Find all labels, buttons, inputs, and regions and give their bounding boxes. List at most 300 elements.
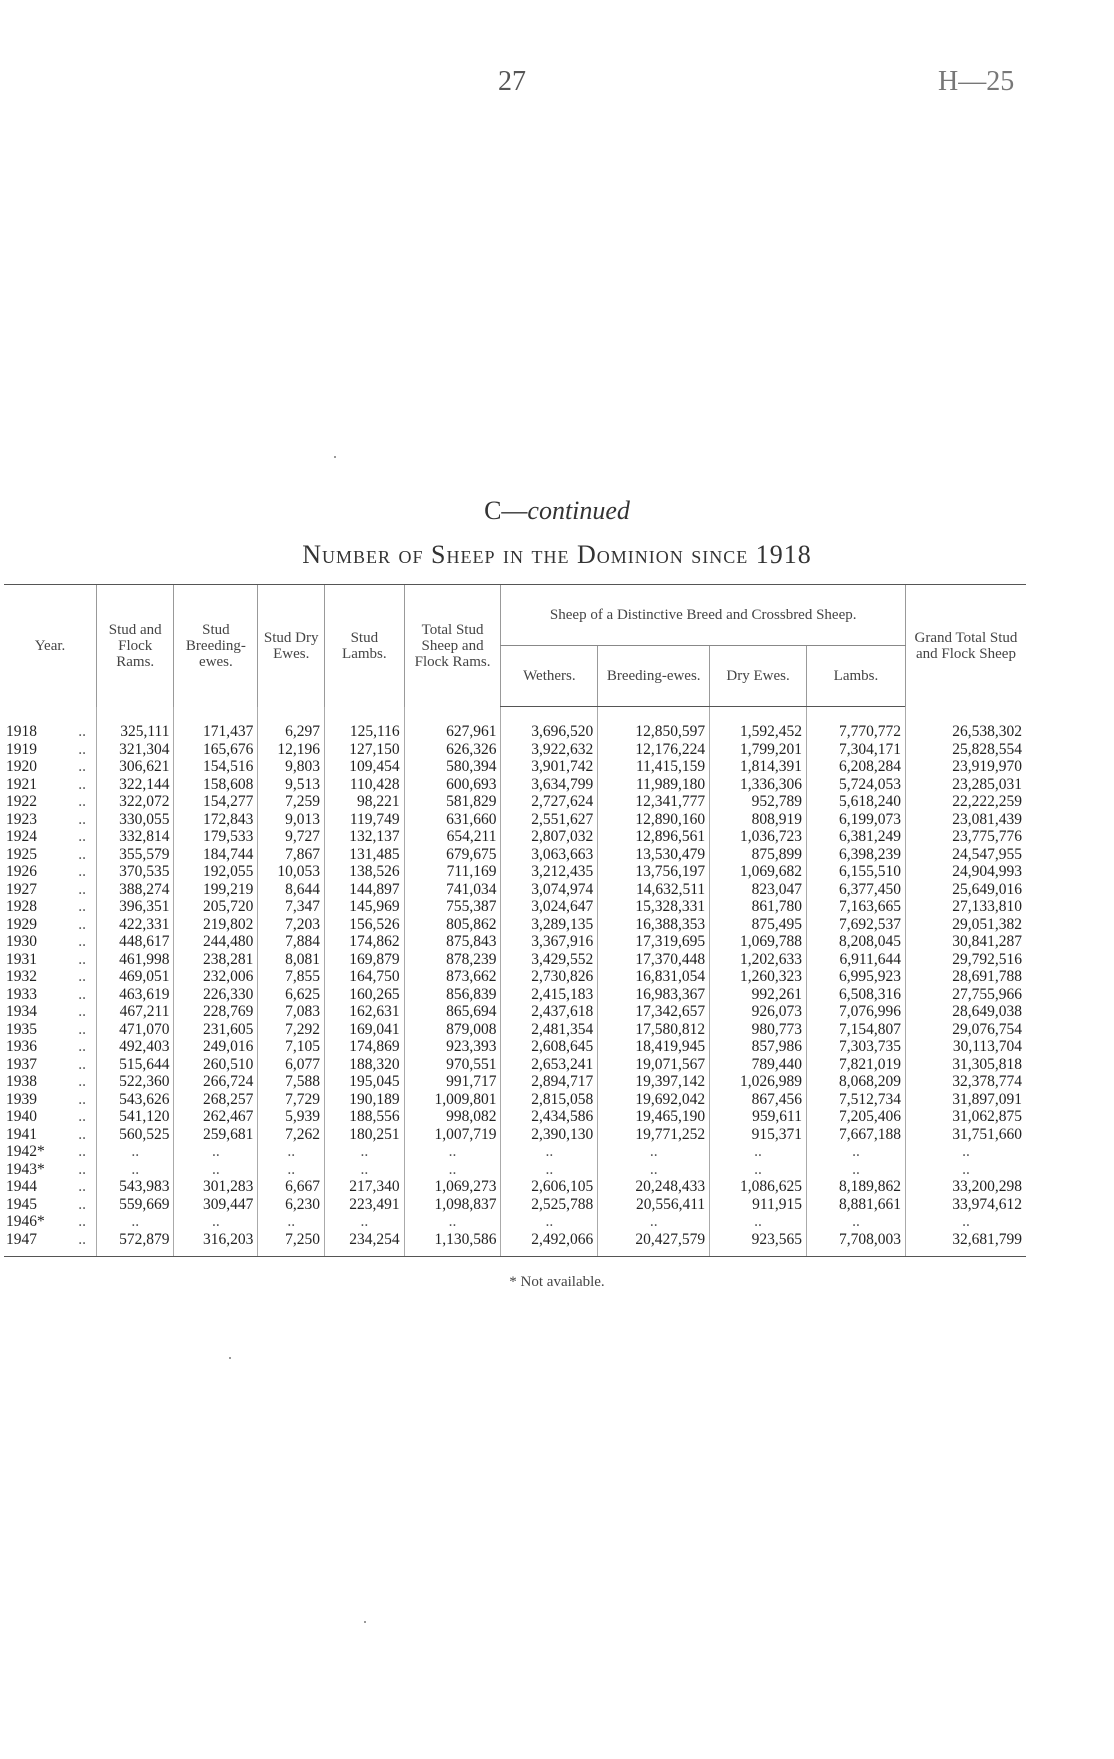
year-label: 1946* (6, 1213, 45, 1230)
not-available-cell: .. (97, 1143, 174, 1161)
table-row (4, 881, 1026, 899)
year-cell (4, 1231, 97, 1257)
leader-dots: .. (78, 845, 86, 863)
table-row (4, 793, 1026, 811)
value-cell: 259,681 (174, 1126, 258, 1144)
value-cell: 7,770,772 (806, 723, 905, 741)
footnote: * Not available. (509, 1274, 605, 1290)
not-available-cell: .. (710, 1213, 807, 1231)
year-label: 1932 (6, 968, 37, 985)
value-cell: 952,789 (710, 793, 807, 811)
year-cell (4, 916, 97, 934)
value-cell: 6,398,239 (806, 846, 905, 864)
year-cell (4, 811, 97, 829)
value-cell: 9,803 (258, 758, 325, 776)
value-cell: 160,265 (325, 986, 405, 1004)
value-cell: 30,841,287 (905, 933, 1026, 951)
value-cell: 560,525 (97, 1126, 174, 1144)
value-cell: 169,041 (325, 1021, 405, 1039)
value-cell: 321,304 (97, 741, 174, 759)
value-cell: 7,855 (258, 968, 325, 986)
value-cell: 1,036,723 (710, 828, 807, 846)
table-row (4, 951, 1026, 969)
leader-dots: .. (78, 1038, 86, 1055)
value-cell: 7,154,807 (806, 1021, 905, 1039)
year-label: 1927 (6, 880, 37, 898)
value-cell: 22,222,259 (905, 793, 1026, 811)
leader-dots: .. (78, 1108, 86, 1125)
value-cell: 20,248,433 (598, 1178, 710, 1196)
value-cell: 867,456 (710, 1091, 807, 1109)
year-cell (4, 741, 97, 759)
value-cell: 543,626 (97, 1091, 174, 1109)
not-available-cell: .. (174, 1143, 258, 1161)
year-cell (4, 881, 97, 899)
year-cell (4, 776, 97, 794)
value-cell: 923,393 (404, 1038, 501, 1056)
year-cell (4, 1021, 97, 1039)
value-cell: 2,807,032 (501, 828, 598, 846)
value-cell: 6,230 (258, 1196, 325, 1214)
value-cell: 234,254 (325, 1231, 405, 1257)
table-row (4, 986, 1026, 1004)
year-cell (4, 968, 97, 986)
not-available-cell: .. (598, 1213, 710, 1231)
year-cell (4, 986, 97, 1004)
not-available-cell: .. (325, 1143, 405, 1161)
value-cell: 169,879 (325, 951, 405, 969)
not-available-cell: .. (710, 1161, 807, 1179)
value-cell: 3,367,916 (501, 933, 598, 951)
table-row (4, 863, 1026, 881)
value-cell: 19,465,190 (598, 1108, 710, 1126)
value-cell: 7,729 (258, 1091, 325, 1109)
value-cell: 28,649,038 (905, 1003, 1026, 1021)
value-cell: 6,508,316 (806, 986, 905, 1004)
year-label: 1922 (6, 793, 37, 810)
value-cell: 6,199,073 (806, 811, 905, 829)
year-label: 1947 (6, 1230, 37, 1248)
leader-dots: .. (78, 1055, 86, 1073)
value-cell: 631,660 (404, 811, 501, 829)
leader-dots: .. (78, 1020, 86, 1038)
header-dry-ewes: Dry Ewes. (710, 646, 807, 707)
value-cell: 1,007,719 (404, 1126, 501, 1144)
value-cell: 2,525,788 (501, 1196, 598, 1214)
value-cell: 654,211 (404, 828, 501, 846)
header-stud-lambs: Stud Lambs. (325, 585, 405, 707)
value-cell: 580,394 (404, 758, 501, 776)
value-cell: 875,843 (404, 933, 501, 951)
year-cell (4, 933, 97, 951)
leader-dots: .. (78, 880, 86, 898)
year-label: 1925 (6, 845, 37, 863)
header-stud-breeding-ewes: Stud Breeding-ewes. (174, 585, 258, 707)
value-cell: 3,289,135 (501, 916, 598, 934)
leader-dots: .. (78, 968, 86, 985)
not-available-cell: .. (501, 1161, 598, 1179)
table-row (4, 1196, 1026, 1214)
value-cell: 741,034 (404, 881, 501, 899)
value-cell: 923,565 (710, 1231, 807, 1257)
value-cell: 188,556 (325, 1108, 405, 1126)
value-cell: 3,063,663 (501, 846, 598, 864)
value-cell: 127,150 (325, 741, 405, 759)
leader-dots: .. (78, 1143, 86, 1160)
value-cell: 12,896,561 (598, 828, 710, 846)
value-cell: 179,533 (174, 828, 258, 846)
value-cell: 600,693 (404, 776, 501, 794)
value-cell: 1,814,391 (710, 758, 807, 776)
table-row (4, 1161, 1026, 1179)
leader-dots: .. (78, 1195, 86, 1213)
value-cell: 6,208,284 (806, 758, 905, 776)
value-cell: 6,381,249 (806, 828, 905, 846)
not-available-cell: .. (174, 1161, 258, 1179)
not-available-cell: .. (806, 1143, 905, 1161)
year-label: 1944 (6, 1178, 37, 1195)
scan-speck (364, 1621, 366, 1623)
table-row (4, 916, 1026, 934)
year-cell (4, 1161, 97, 1179)
year-label: 1929 (6, 915, 37, 933)
value-cell: 6,377,450 (806, 881, 905, 899)
value-cell: 174,862 (325, 933, 405, 951)
not-available-cell: .. (806, 1213, 905, 1231)
year-cell (4, 1126, 97, 1144)
value-cell: 2,434,586 (501, 1108, 598, 1126)
value-cell: 27,133,810 (905, 898, 1026, 916)
value-cell: 789,440 (710, 1056, 807, 1074)
value-cell: 322,072 (97, 793, 174, 811)
sheep-table (4, 584, 1026, 1257)
scan-speck (334, 456, 336, 458)
not-available-cell: .. (97, 1213, 174, 1231)
value-cell: 28,691,788 (905, 968, 1026, 986)
value-cell: 522,360 (97, 1073, 174, 1091)
leader-dots: .. (78, 1160, 86, 1178)
value-cell: 145,969 (325, 898, 405, 916)
continued-letter: C— (484, 496, 528, 525)
year-cell (4, 1003, 97, 1021)
value-cell: 14,632,511 (598, 881, 710, 899)
value-cell: 875,495 (710, 916, 807, 934)
value-cell: 3,922,632 (501, 741, 598, 759)
year-label: 1926 (6, 863, 37, 880)
value-cell: 23,081,439 (905, 811, 1026, 829)
leader-dots: .. (78, 1003, 86, 1020)
table-row (4, 1178, 1026, 1196)
value-cell: 9,513 (258, 776, 325, 794)
leader-dots: .. (78, 950, 86, 968)
value-cell: 195,045 (325, 1073, 405, 1091)
value-cell: 541,120 (97, 1108, 174, 1126)
value-cell: 199,219 (174, 881, 258, 899)
table-row (4, 811, 1026, 829)
value-cell: 27,755,966 (905, 986, 1026, 1004)
value-cell: 29,792,516 (905, 951, 1026, 969)
leader-dots: .. (78, 740, 86, 758)
leader-dots: .. (78, 1073, 86, 1090)
table-row (4, 758, 1026, 776)
value-cell: 11,415,159 (598, 758, 710, 776)
value-cell: 25,649,016 (905, 881, 1026, 899)
value-cell: 232,006 (174, 968, 258, 986)
value-cell: 861,780 (710, 898, 807, 916)
value-cell: 1,130,586 (404, 1231, 501, 1257)
year-label: 1941 (6, 1125, 37, 1143)
value-cell: 7,076,996 (806, 1003, 905, 1021)
leader-dots: .. (78, 985, 86, 1003)
page-reference: H—25 (938, 66, 1015, 97)
value-cell: 15,328,331 (598, 898, 710, 916)
not-available-cell: .. (174, 1213, 258, 1231)
table-row (4, 1073, 1026, 1091)
year-label: 1919 (6, 740, 37, 758)
value-cell: 6,297 (258, 723, 325, 741)
value-cell: 7,262 (258, 1126, 325, 1144)
value-cell: 132,137 (325, 828, 405, 846)
value-cell: 228,769 (174, 1003, 258, 1021)
value-cell: 2,608,645 (501, 1038, 598, 1056)
value-cell: 172,843 (174, 811, 258, 829)
leader-dots: .. (78, 793, 86, 810)
value-cell: 5,618,240 (806, 793, 905, 811)
value-cell: 25,828,554 (905, 741, 1026, 759)
year-label: 1945 (6, 1195, 37, 1213)
year-cell (4, 1038, 97, 1056)
value-cell: 32,378,774 (905, 1073, 1026, 1091)
value-cell: 5,939 (258, 1108, 325, 1126)
value-cell: 268,257 (174, 1091, 258, 1109)
leader-dots: .. (78, 915, 86, 933)
value-cell: 7,692,537 (806, 916, 905, 934)
value-cell: 3,696,520 (501, 723, 598, 741)
not-available-cell: .. (710, 1143, 807, 1161)
table-row (4, 933, 1026, 951)
header-breeding-ewes: Breeding-ewes. (598, 646, 710, 707)
value-cell: 926,073 (710, 1003, 807, 1021)
value-cell: 7,304,171 (806, 741, 905, 759)
value-cell: 5,724,053 (806, 776, 905, 794)
value-cell: 2,730,826 (501, 968, 598, 986)
value-cell: 217,340 (325, 1178, 405, 1196)
value-cell: 19,771,252 (598, 1126, 710, 1144)
leader-dots: .. (78, 898, 86, 915)
value-cell: 190,189 (325, 1091, 405, 1109)
scan-speck (229, 1357, 231, 1359)
value-cell: 970,551 (404, 1056, 501, 1074)
not-available-cell: .. (905, 1143, 1026, 1161)
value-cell: 23,919,970 (905, 758, 1026, 776)
value-cell: 2,415,183 (501, 986, 598, 1004)
value-cell: 325,111 (97, 723, 174, 741)
value-cell: 10,053 (258, 863, 325, 881)
value-cell: 388,274 (97, 881, 174, 899)
table-row (4, 1021, 1026, 1039)
value-cell: 1,592,452 (710, 723, 807, 741)
value-cell: 8,081 (258, 951, 325, 969)
value-cell: 823,047 (710, 881, 807, 899)
value-cell: 16,831,054 (598, 968, 710, 986)
year-label: 1938 (6, 1073, 37, 1090)
header-group-distinctive-crossbred: Sheep of a Distinctive Breed and Crossbred Sheep. (501, 585, 906, 646)
value-cell: 7,203 (258, 916, 325, 934)
value-cell: 6,077 (258, 1056, 325, 1074)
not-available-cell: .. (598, 1161, 710, 1179)
value-cell: 6,625 (258, 986, 325, 1004)
value-cell: 6,911,644 (806, 951, 905, 969)
value-cell: 1,009,801 (404, 1091, 501, 1109)
value-cell: 19,397,142 (598, 1073, 710, 1091)
year-cell (4, 723, 97, 741)
value-cell: 180,251 (325, 1126, 405, 1144)
not-available-cell: .. (258, 1213, 325, 1231)
value-cell: 1,260,323 (710, 968, 807, 986)
value-cell: 911,915 (710, 1196, 807, 1214)
value-cell: 17,319,695 (598, 933, 710, 951)
value-cell: 12,341,777 (598, 793, 710, 811)
value-cell: 469,051 (97, 968, 174, 986)
value-cell: 3,429,552 (501, 951, 598, 969)
value-cell: 226,330 (174, 986, 258, 1004)
value-cell: 559,669 (97, 1196, 174, 1214)
value-cell: 31,751,660 (905, 1126, 1026, 1144)
leader-dots: .. (78, 1125, 86, 1143)
year-label: 1923 (6, 810, 37, 828)
value-cell: 1,069,273 (404, 1178, 501, 1196)
value-cell: 16,983,367 (598, 986, 710, 1004)
value-cell: 679,675 (404, 846, 501, 864)
value-cell: 581,829 (404, 793, 501, 811)
value-cell: 865,694 (404, 1003, 501, 1021)
year-cell (4, 1178, 97, 1196)
value-cell: 755,387 (404, 898, 501, 916)
value-cell: 3,901,742 (501, 758, 598, 776)
value-cell: 572,879 (97, 1231, 174, 1257)
spacer-row (4, 707, 1026, 724)
value-cell: 23,285,031 (905, 776, 1026, 794)
value-cell: 33,200,298 (905, 1178, 1026, 1196)
value-cell: 461,998 (97, 951, 174, 969)
value-cell: 29,076,754 (905, 1021, 1026, 1039)
table-row (4, 1231, 1026, 1257)
value-cell: 98,221 (325, 793, 405, 811)
year-cell (4, 846, 97, 864)
table-row (4, 723, 1026, 741)
value-cell: 7,821,019 (806, 1056, 905, 1074)
value-cell: 7,259 (258, 793, 325, 811)
value-cell: 7,512,734 (806, 1091, 905, 1109)
value-cell: 18,419,945 (598, 1038, 710, 1056)
header-lambs: Lambs. (806, 646, 905, 707)
value-cell: 878,239 (404, 951, 501, 969)
value-cell: 12,176,224 (598, 741, 710, 759)
value-cell: 2,894,717 (501, 1073, 598, 1091)
leader-dots: .. (78, 828, 86, 845)
year-cell (4, 898, 97, 916)
value-cell: 31,062,875 (905, 1108, 1026, 1126)
value-cell: 959,611 (710, 1108, 807, 1126)
value-cell: 125,116 (325, 723, 405, 741)
header-year: Year. (4, 585, 97, 707)
value-cell: 7,347 (258, 898, 325, 916)
value-cell: 12,196 (258, 741, 325, 759)
value-cell: 7,708,003 (806, 1231, 905, 1257)
year-label: 1935 (6, 1020, 37, 1038)
year-cell (4, 758, 97, 776)
year-cell (4, 1056, 97, 1074)
table-body (4, 707, 1026, 1257)
value-cell: 7,105 (258, 1038, 325, 1056)
value-cell: 370,535 (97, 863, 174, 881)
value-cell: 8,208,045 (806, 933, 905, 951)
value-cell: 543,983 (97, 1178, 174, 1196)
year-cell (4, 1091, 97, 1109)
value-cell: 33,974,612 (905, 1196, 1026, 1214)
value-cell: 26,538,302 (905, 723, 1026, 741)
table-title: Number of Sheep in the Dominion since 1918 (302, 540, 812, 569)
year-label: 1934 (6, 1003, 37, 1020)
value-cell: 266,724 (174, 1073, 258, 1091)
value-cell: 30,113,704 (905, 1038, 1026, 1056)
value-cell: 164,750 (325, 968, 405, 986)
value-cell: 2,727,624 (501, 793, 598, 811)
value-cell: 6,155,510 (806, 863, 905, 881)
table-row (4, 1038, 1026, 1056)
table-row (4, 1143, 1026, 1161)
value-cell: 17,370,448 (598, 951, 710, 969)
leader-dots: .. (78, 863, 86, 880)
year-label: 1930 (6, 933, 37, 950)
value-cell: 7,250 (258, 1231, 325, 1257)
value-cell: 6,995,923 (806, 968, 905, 986)
value-cell: 9,013 (258, 811, 325, 829)
table-row (4, 1003, 1026, 1021)
value-cell: 238,281 (174, 951, 258, 969)
value-cell: 875,899 (710, 846, 807, 864)
value-cell: 192,055 (174, 863, 258, 881)
not-available-cell: .. (404, 1213, 501, 1231)
value-cell: 24,547,955 (905, 846, 1026, 864)
table-row (4, 1056, 1026, 1074)
value-cell: 2,481,354 (501, 1021, 598, 1039)
value-cell: 110,428 (325, 776, 405, 794)
not-available-cell: .. (404, 1143, 501, 1161)
header-total-stud: Total Stud Sheep and Flock Rams. (404, 585, 501, 707)
value-cell: 1,336,306 (710, 776, 807, 794)
year-cell (4, 1073, 97, 1091)
value-cell: 131,485 (325, 846, 405, 864)
value-cell: 165,676 (174, 741, 258, 759)
value-cell: 19,692,042 (598, 1091, 710, 1109)
value-cell: 8,189,862 (806, 1178, 905, 1196)
value-cell: 2,492,066 (501, 1231, 598, 1257)
value-cell: 448,617 (97, 933, 174, 951)
value-cell: 24,904,993 (905, 863, 1026, 881)
value-cell: 19,071,567 (598, 1056, 710, 1074)
header-stud-dry-ewes: Stud Dry Ewes. (258, 585, 325, 707)
year-label: 1921 (6, 775, 37, 793)
value-cell: 29,051,382 (905, 916, 1026, 934)
value-cell: 12,850,597 (598, 723, 710, 741)
value-cell: 171,437 (174, 723, 258, 741)
not-available-cell: .. (258, 1161, 325, 1179)
value-cell: 2,606,105 (501, 1178, 598, 1196)
value-cell: 992,261 (710, 986, 807, 1004)
not-available-cell: .. (501, 1213, 598, 1231)
value-cell: 8,644 (258, 881, 325, 899)
